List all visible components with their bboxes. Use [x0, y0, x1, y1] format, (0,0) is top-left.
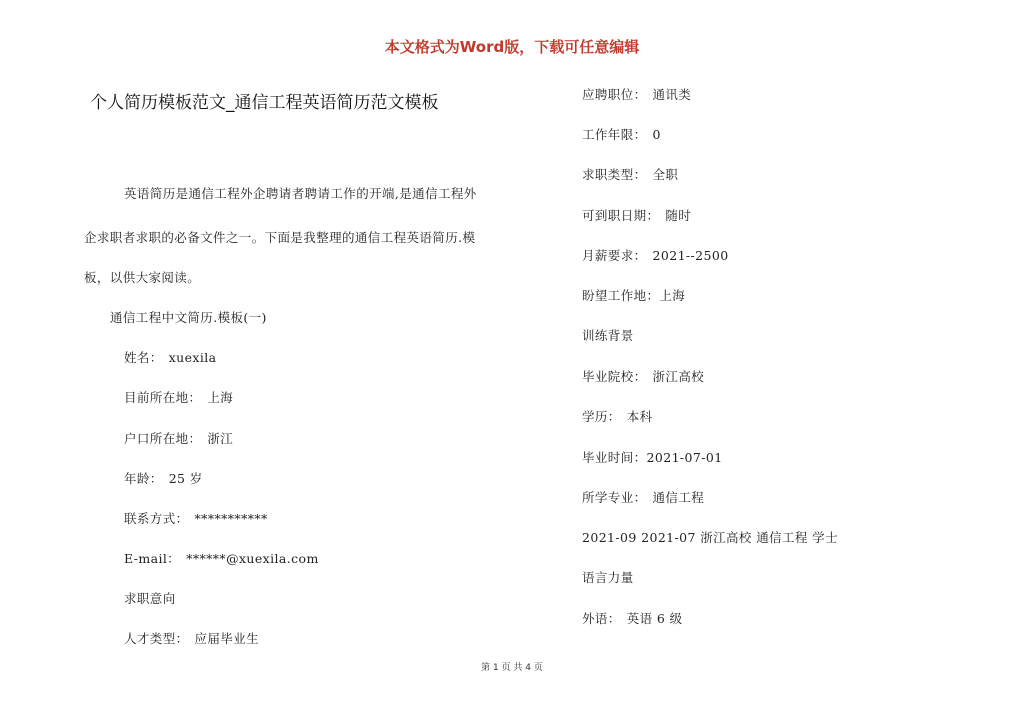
field-foreign-language: [582, 611, 683, 627]
field-contact: [124, 511, 268, 527]
field-value: 通讯类: [652, 87, 692, 102]
field-label: 外语：: [582, 611, 621, 626]
field-household-registration: [124, 431, 233, 447]
field-value: 通信工程: [652, 490, 705, 505]
field-label: 姓名：: [124, 350, 163, 365]
field-value: 浙江高校: [652, 369, 705, 384]
field-value: 全职: [652, 167, 679, 182]
education-record: [582, 530, 838, 546]
field-email: [124, 551, 319, 567]
field-value: 2021-07-01: [646, 450, 723, 465]
field-value: 2021--2500: [652, 248, 729, 263]
field-value: 25 岁: [168, 471, 203, 486]
field-label: 人才类型：: [124, 631, 189, 646]
field-age: [124, 471, 203, 487]
field-label: 盼望工作地：: [582, 288, 660, 303]
field-label: 语言力量: [582, 570, 634, 585]
section-heading-language: [582, 570, 634, 586]
field-name: [124, 350, 217, 366]
section-heading-job-intention: [124, 591, 176, 607]
intro-line: 企求职者求职的必备文件之一。下面是我整理的通信工程英语简历.模: [84, 230, 476, 245]
field-graduate-school: [582, 369, 704, 385]
field-value: 浙江: [207, 431, 234, 446]
field-label: 月薪要求：: [582, 248, 647, 263]
field-label: 求职意向: [124, 591, 176, 606]
section-heading-education: [582, 328, 634, 344]
field-current-location: [124, 390, 233, 406]
field-label: 所学专业：: [582, 490, 647, 505]
field-work-years: [582, 127, 661, 143]
download-banner: 本文格式为Word版，下载可任意编辑: [384, 38, 640, 56]
field-talent-type: [124, 631, 259, 647]
field-label: 学历：: [582, 409, 621, 424]
intro-line: 板，以供大家阅读。: [84, 270, 201, 285]
field-applied-position: [582, 87, 691, 103]
field-label: 户口所在地：: [124, 431, 202, 446]
section-heading-chinese-resume: [110, 310, 267, 326]
field-graduation-date: [582, 450, 723, 466]
field-label: 毕业时间：: [582, 450, 647, 465]
field-label: 训练背景: [582, 328, 634, 343]
page-number: 第 1 页 共 4 页: [481, 663, 543, 673]
field-value: 英语 6 级: [626, 611, 683, 626]
field-label: 毕业院校：: [582, 369, 647, 384]
field-salary-requirement: [582, 248, 729, 264]
field-major: [582, 490, 704, 506]
field-degree: [582, 409, 653, 425]
field-value: ******@xuexila.com: [186, 551, 319, 566]
intro-line: 英语简历是通信工程外企聘请者聘请工作的开端,是通信工程外: [124, 186, 477, 201]
field-value: 本科: [626, 409, 653, 424]
field-desired-location: [582, 288, 685, 304]
field-label: 可到职日期：: [582, 208, 660, 223]
field-label: 年龄：: [124, 471, 163, 486]
field-value: 随时: [665, 208, 692, 223]
field-label: 2021-09 2021-07 浙江高校 通信工程 学士: [582, 530, 838, 545]
field-job-type: [582, 167, 678, 183]
field-value: ***********: [194, 511, 268, 526]
field-value: 上海: [207, 390, 234, 405]
document-title: 个人简历模板范文_通信工程英语简历范文模板: [90, 93, 439, 113]
field-start-date: [582, 208, 691, 224]
field-label: 应聘职位：: [582, 87, 647, 102]
field-value: xuexila: [168, 350, 217, 365]
field-label: 工作年限：: [582, 127, 647, 142]
field-label: E-mail：: [124, 551, 181, 566]
field-label: 求职类型：: [582, 167, 647, 182]
field-label: 联系方式：: [124, 511, 189, 526]
field-value: 应届毕业生: [194, 631, 260, 646]
field-label: 通信工程中文简历.模板(一): [110, 310, 267, 325]
field-label: 目前所在地：: [124, 390, 202, 405]
field-value: 上海: [659, 288, 686, 303]
field-value: 0: [652, 127, 661, 142]
